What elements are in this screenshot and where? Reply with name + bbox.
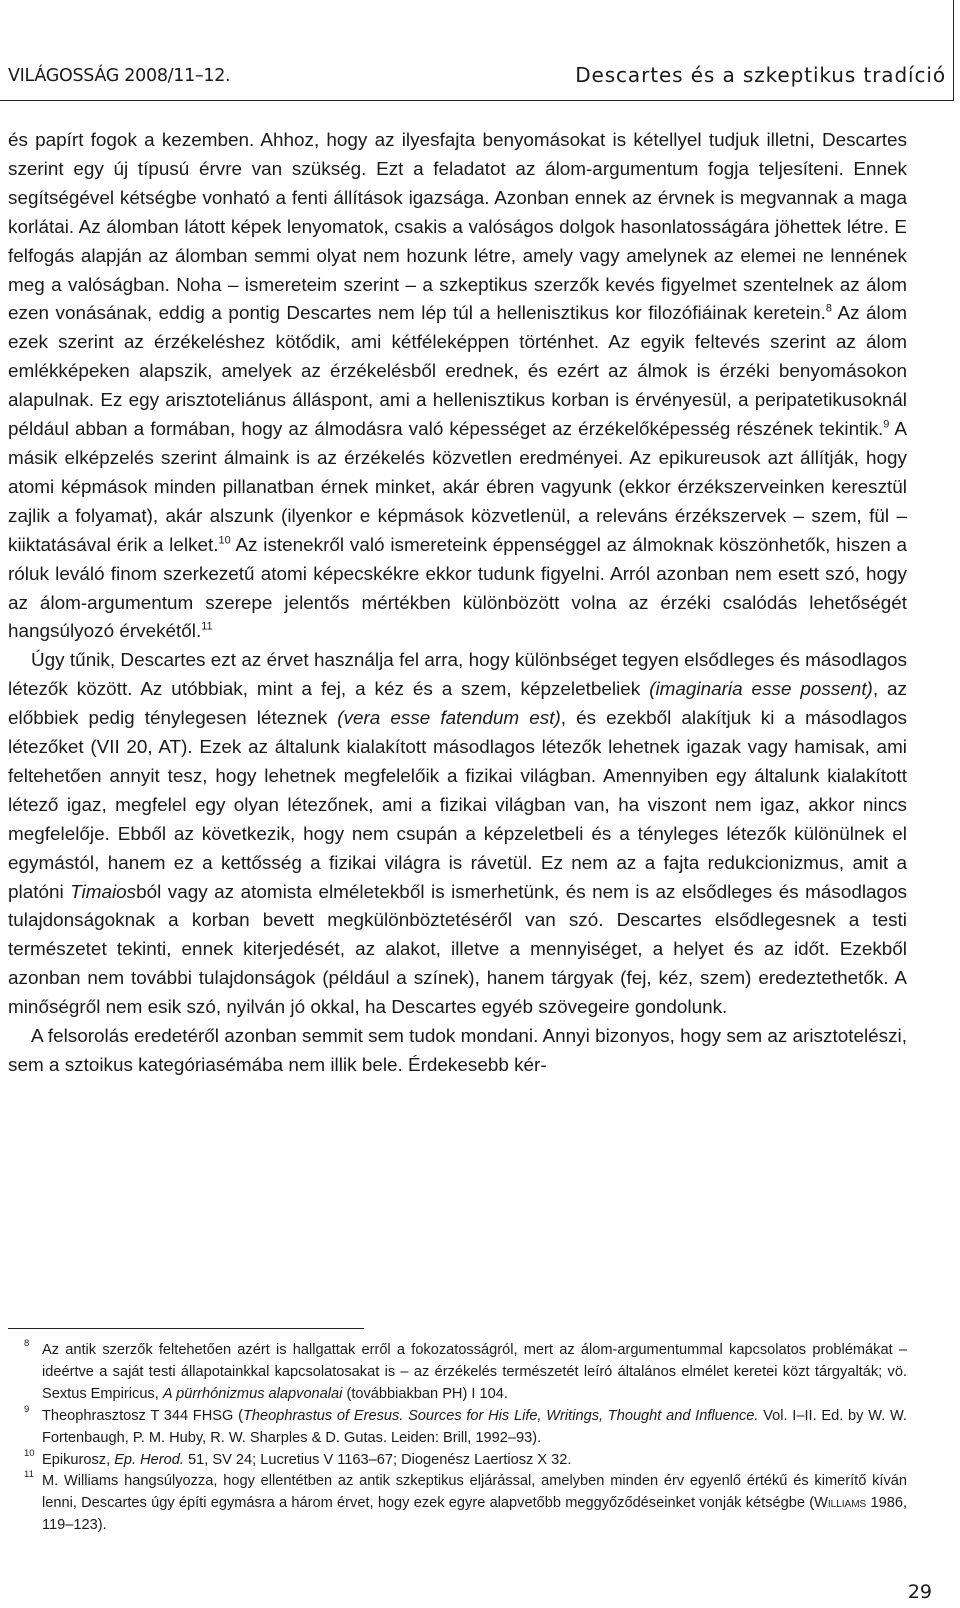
journal-issue-title: VILÁGOSSÁG 2008/11–12. [8,66,231,86]
footnote-text: Epikurosz, [42,1451,115,1468]
footnote-number: 8 [24,1338,30,1349]
footnote-text: 51, SV 24; Lucretius V 1163–67; Diogenész Laertiosz X 32. [183,1451,572,1468]
footnote-number: 11 [24,1469,34,1481]
text-run: Az istenekről való ismereteink éppenséggel az álmoknak köszönhetők, hiszen a róluk leváló finom szerkezetű atomi képecskékre ekkor tudunk figyelni. Arról azonban nem esett szó, hogy az álom-argumentum szerepe jelentős mértékben különbözött volna az érzéki csalódás lehetőségét hangsúlyozó érvekétől. [8,534,908,643]
footnote-ref-8[interactable]: 8 [825,302,832,315]
footnote-10 [24,1447,907,1472]
running-header [0,0,960,102]
text-run: Az álom ezek szerint az érzékeléshez kötődik, ami kétféleképpen történhet. Az egyik feltevés szerint az álom emlékképeken alapszik, amelyek az érzékelésből erednek, és ezért az álmok is érzéki benyomásokon alapulnak. Ez egy arisztoteliánus álláspont, ami a hellenisztikus korban is érvényesül, a peripatetikusoknál például abban a formában, hogy az álmodásra való képességet az érzékelőképesség részének tekintik. [8,303,907,441]
text-run: ból vagy az atomista elméletekből is ismerhetünk, és nem is az elsődleges és másodlagos tulajdonságoknak a korban bevett megkülönböztetéséről van szó. Descartes elsődlegesnek a testi természetet tekinti, ennek kiterjedését, az alakot, illetve a mennyiséget, a helyet és az időt. Ezekből azonban nem további tulajdonságok (például a színek), hanem tárgyak (fej, kéz, szem) eredeztethetők. A minőségről nem esik szó, nyilván jó okkal, ha Descartes egyéb szövegeire gondolunk. [8,881,907,1019]
footnote-ref-9[interactable]: 9 [883,418,890,431]
footnote-number: 10 [24,1447,35,1459]
footnote-8 [24,1340,907,1406]
paragraph-2 [8,647,907,1023]
paragraph-1 [8,127,907,647]
article-running-title: Descartes és a szkeptikus tradíció [575,63,946,87]
paragraph-3: A felsorolás eredetéről azonban semmit sem tudok mondani. Annyi bizonyos, hogy sem az arisztotelészi, sem a sztoikus kategóriasémába nem illik bele. Érdekesebb kér- [8,1026,907,1076]
italic-latin-phrase: (imaginaria esse possent) [649,679,873,701]
italic-work-title: A pürrhónizmus alapvonalai [162,1385,343,1402]
text-run: Úgy tűnik, Descartes ezt az érvet használja fel arra, hogy különbséget tegyen elsődleges és másodlagos létezők között. Az utóbbiak, mint a fej, a kéz és a szem, képzeletbeliek [8,650,907,701]
footnote-text: (továbbiakban PH) I 104. [342,1385,508,1402]
author-small-caps: Williams [814,1495,867,1512]
footnotes [24,1340,907,1537]
main-text [8,127,907,1081]
italic-latin-phrase: (vera esse fatendum est) [337,708,561,730]
footnote-ref-11[interactable]: 11 [201,620,213,633]
text-run: , és ezekből alakítjuk ki a másodlagos létezőket (VII 20, AT). Ezek az általunk kialakított másodlagos létezők lehetnek igazak vagy hamisak, ami feltehetően annyit tesz, hogy lehetnek megfelelőik a fizikai világban. Amennyiben egy általunk kialakított létező igaz, megfelel egy olyan létezőnek, ami a fizikai világban van, ha viszont nem igaz, akkor nincs megfelelője. Ebből az következik, hogy nem csupán a képzeletbeli és a tényleges létezők különülnek el egymástól, hanem ez a kettősség a fizikai világra is rávetül. Ez nem az a fajta redukcionizmus, amit a platóni [8,708,907,903]
footnote-text: Az antik szerzők feltehetően azért is hallgattak erről a fokozatosságról, mert az álom-argumentummal kapcsolatos problémákat – ideértve a saját testi állapotainkkal kapcsolatosakat is – az érzékelés természetét leíró általános elmélet keretei közt tárgyalták; vö. Sextus Empiricus, [42,1342,907,1402]
text-run: , az előbbiek pedig ténylegesen léteznek [8,679,907,730]
footnote-text: Vol. I–II. Ed. by W. W. Fortenbaugh, P. M. Huby, R. W. Sharples & D. Gutas. Leiden: Brill, 1992–93). [42,1407,907,1446]
text-run: A másik elképzelés szerint álmaink is az érzékelés közvetlen eredményei. Az epikureusok azt állítják, hogy atomi képmások minden pillanatban érnek minket, akár ébren vagyunk (ekkor érzékszerveinken keresztül zajlik a folyamat), akár alszunk (ilyenkor e képmások közvetlenül, a releváns érzékszervek – szem, fül – kiiktatásával érik a lelket. [8,419,907,556]
header-corner-rule [953,0,954,101]
footnote-9 [24,1403,907,1450]
footnote-11 [24,1471,907,1537]
page-number: 29 [907,1581,932,1603]
footnote-number: 9 [24,1403,30,1415]
italic-work-title: Theophrastus of Eresus. Sources for His Life, Writings, Thought and Influence. [242,1407,759,1424]
header-rule [0,100,954,101]
text-run: és papírt fogok a kezemben. Ahhoz, hogy az ilyesfajta benyomásokat is kétellyel tudjuk illetni, Descartes szerint egy új típusú érvre van szükség. Ezt a feladatot az álom-argumentum fogja teljesíteni. Ennek segítségével kétségbe vonható a fenti állítások igazsága. Azonban ennek az érvnek is megvannak a maga korlátai. Az álomban látott képek lenyomatok, csakis a valóságos dolgok hasonlatosságára jöhettek létre. E felfogás alapján az álomban semmi olyat nem hozunk létre, amely vagy amelynek az elemei ne lennének meg a valóságban. Noha – ismereteim szerint – a szkeptikus szerzők kevés figyelmet szentelnek az álom ezen vonásának, eddig a pontig Descartes nem lép túl a hellenisztikus kor filozófiáinak keretein. [8,130,907,325]
footnote-ref-10[interactable]: 10 [218,534,231,547]
italic-work-title: Timaios [70,881,137,903]
footnote-text: M. Williams hangsúlyozza, hogy ellentétben az antik szkeptikus eljárással, amelyben minden érv egyenlő értékű és kimerítő kíván lenni, Descartes úgy építi egymásra a három érvet, hogy ezek egyre alapvetőbb meggyőződéseinket vonják kétségbe ( [42,1473,907,1512]
footnote-text: 1986, 119–123). [42,1495,907,1534]
footnote-text: Theophrasztosz T 344 FHSG ( [42,1407,243,1424]
footnote-separator [8,1328,364,1329]
italic-work-title: Ep. Herod. [114,1451,184,1468]
